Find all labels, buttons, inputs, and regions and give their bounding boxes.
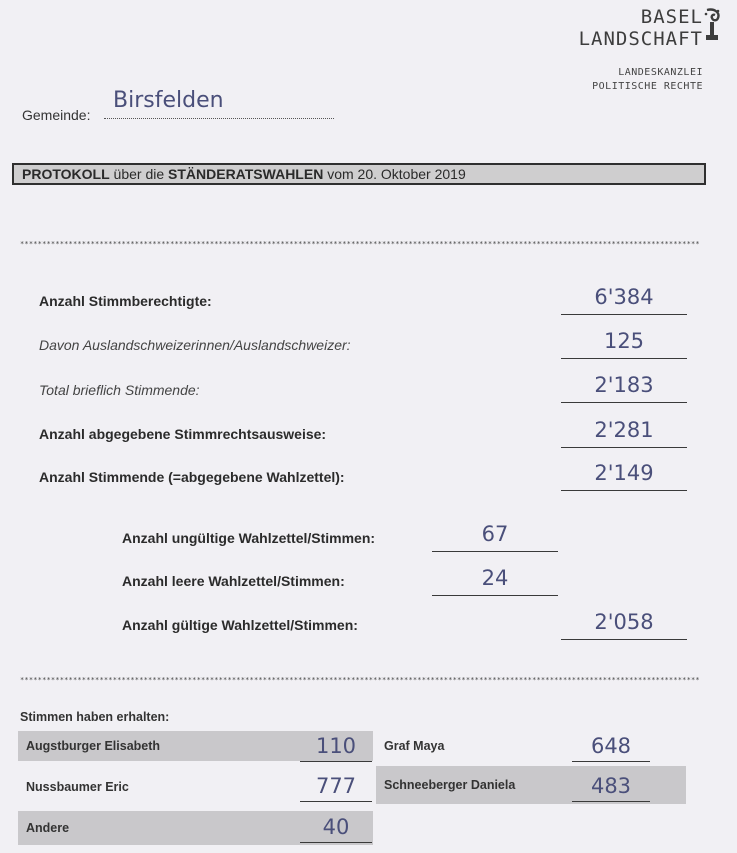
separator-line: ********************************************************************************************************************************************************** xyxy=(20,240,700,248)
gemeinde-label: Gemeinde: xyxy=(22,107,91,123)
stat-label-ids: Anzahl abgegebene Stimmrechtsausweise: xyxy=(39,426,327,442)
candidate-name: Nussbaumer Eric xyxy=(26,780,129,794)
protocol-word: PROTOKOLL xyxy=(22,166,110,182)
stat-label-abroad: Davon Auslandschweizerinnen/Auslandschweizer: xyxy=(39,337,351,353)
stat-label-postal: Total brieflich Stimmende: xyxy=(39,382,200,398)
basel-crozier-icon xyxy=(703,8,721,42)
candidate-name: Andere xyxy=(26,821,70,835)
protocol-over: über die xyxy=(109,166,169,182)
office-name: LANDESKANZLEI xyxy=(618,67,703,78)
protocol-date: vom 20. Oktober 2019 xyxy=(323,166,466,182)
separator-line: ********************************************************************************************************************************************************** xyxy=(20,676,700,684)
ballot-value-invalid: 67 xyxy=(432,522,558,552)
candidate-votes: 40 xyxy=(300,815,372,843)
stat-value-voters: 2'149 xyxy=(561,461,687,491)
results-heading: Stimmen haben erhalten: xyxy=(20,710,170,724)
candidate-name: Graf Maya xyxy=(384,739,445,753)
ballot-value-valid: 2'058 xyxy=(561,610,687,640)
ballot-label-empty: Anzahl leere Wahlzettel/Stimmen: xyxy=(122,573,345,589)
candidate-name: Augstburger Elisabeth xyxy=(26,739,161,753)
stat-value-ids: 2'281 xyxy=(561,418,687,448)
logo-line-basel: BASEL xyxy=(640,6,703,28)
stat-value-abroad: 125 xyxy=(561,329,687,359)
candidate-votes: 648 xyxy=(572,734,650,762)
ballot-label-invalid: Anzahl ungültige Wahlzettel/Stimmen: xyxy=(122,530,376,546)
stat-value-postal: 2'183 xyxy=(561,373,687,403)
ballot-label-valid: Anzahl gültige Wahlzettel/Stimmen: xyxy=(122,617,358,633)
logo-line-landschaft: LANDSCHAFT xyxy=(578,28,703,50)
candidate-votes: 110 xyxy=(300,734,372,762)
protocol-election: STÄNDERATSWAHLEN xyxy=(168,166,324,182)
candidate-name: Schneeberger Daniela xyxy=(384,778,516,792)
gemeinde-value: Birsfelden xyxy=(113,88,224,113)
canton-logo xyxy=(579,6,703,94)
ballot-value-empty: 24 xyxy=(432,566,558,596)
candidate-votes: 777 xyxy=(300,774,372,802)
protocol-title xyxy=(12,163,706,185)
stat-value-eligible: 6'384 xyxy=(561,285,687,315)
stat-label-eligible: Anzahl Stimmberechtigte: xyxy=(39,293,212,309)
office-department: POLITISCHE RECHTE xyxy=(592,81,703,92)
candidate-votes: 483 xyxy=(572,774,650,802)
gemeinde-line xyxy=(104,118,334,119)
stat-label-voters: Anzahl Stimmende (=abgegebene Wahlzettel): xyxy=(39,469,345,485)
